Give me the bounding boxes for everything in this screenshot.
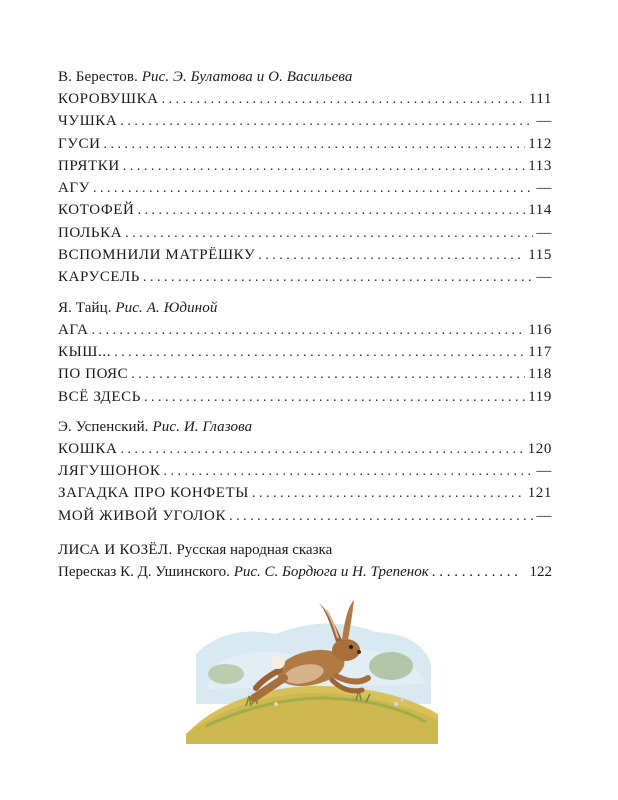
toc-entry[interactable]: ПРЯТКИ . . . 113	[58, 155, 552, 177]
page-number: 122	[529, 564, 552, 581]
page-number: 115	[528, 247, 552, 264]
toc-entry[interactable]: АГУ . . . —	[58, 177, 552, 199]
section-author: В. Берестов. Рис. Э. Булатова и О. Васильева	[58, 69, 353, 85]
toc-entry[interactable]: КОРОВУШКА . . . 111	[58, 88, 552, 110]
page-number: 120	[527, 440, 552, 457]
section-illustrators: Рис. А. Юдиной	[115, 299, 218, 316]
toc-section-taits	[58, 297, 552, 408]
section-illustrators: Рис. С. Бордюга и Н. Трепенок	[233, 564, 429, 581]
page-number: —	[536, 463, 552, 480]
section-illustrators: Рис. И. Глазова	[152, 418, 253, 435]
running-hare-illustration	[186, 594, 438, 744]
toc-entry[interactable]: ЧУШКА . . . —	[58, 110, 552, 132]
toc-section-uspensky	[58, 416, 552, 527]
page-number: 111	[528, 91, 552, 107]
page-number: 116	[528, 321, 552, 338]
page-number: 117	[528, 343, 552, 360]
toc-entry[interactable]: ЗАГАДКА ПРО КОНФЕТЫ . . . 121	[58, 482, 552, 504]
toc-entry[interactable]: КОШКА . . . 120	[58, 438, 552, 460]
page-number: —	[536, 224, 552, 241]
page-number: 113	[528, 157, 552, 174]
toc-section-berestov	[58, 66, 552, 289]
page-number: 114	[528, 202, 552, 219]
toc-entry[interactable]: КЫШ... . . . 117	[58, 341, 552, 363]
page-number: —	[536, 180, 552, 197]
section-illustrators: Рис. Э. Булатова и О. Васильева	[141, 69, 353, 85]
page-number: 119	[528, 388, 552, 405]
toc-entry[interactable]: МОЙ ЖИВОЙ УГОЛОК . . . —	[58, 505, 552, 527]
toc-entry[interactable]: ЛЯГУШОНОК . . . —	[58, 460, 552, 482]
page-number: 118	[528, 366, 552, 383]
toc-entry[interactable]: ПО ПОЯС . . . 118	[58, 363, 552, 385]
story-subtitle: Русская народная сказка	[176, 542, 333, 559]
table-of-contents	[58, 58, 552, 583]
page-number: 112	[528, 135, 552, 152]
toc-entry[interactable]: ПОЛЬКА . . . —	[58, 222, 552, 244]
toc-entry[interactable]: ВСЁ ЗДЕСЬ . . . 119	[58, 386, 552, 408]
toc-entry[interactable]: АГА . . . 116	[58, 319, 552, 341]
toc-entry-lisa-i-kozel[interactable]	[58, 539, 552, 583]
section-author: Э. Успенский. Рис. И. Глазова	[58, 418, 253, 435]
page-number: —	[536, 269, 552, 286]
page-number: —	[536, 113, 552, 130]
page-number: 121	[527, 485, 552, 502]
section-author: Я. Тайц. Рис. А. Юдиной	[58, 299, 218, 316]
toc-entry[interactable]: КОТОФЕЙ . . . 114	[58, 199, 552, 221]
toc-entry[interactable]: ВСПОМНИЛИ МАТРЁШКУ . . . 115	[58, 244, 552, 266]
toc-entry[interactable]: КАРУСЕЛЬ . . . —	[58, 266, 552, 288]
page-number: —	[536, 507, 552, 524]
toc-entry[interactable]: ГУСИ . . . 112	[58, 133, 552, 155]
retold-by: Пересказ К. Д. Ушинского.	[58, 564, 230, 581]
story-title: ЛИСА И КОЗЁЛ.	[58, 542, 173, 559]
